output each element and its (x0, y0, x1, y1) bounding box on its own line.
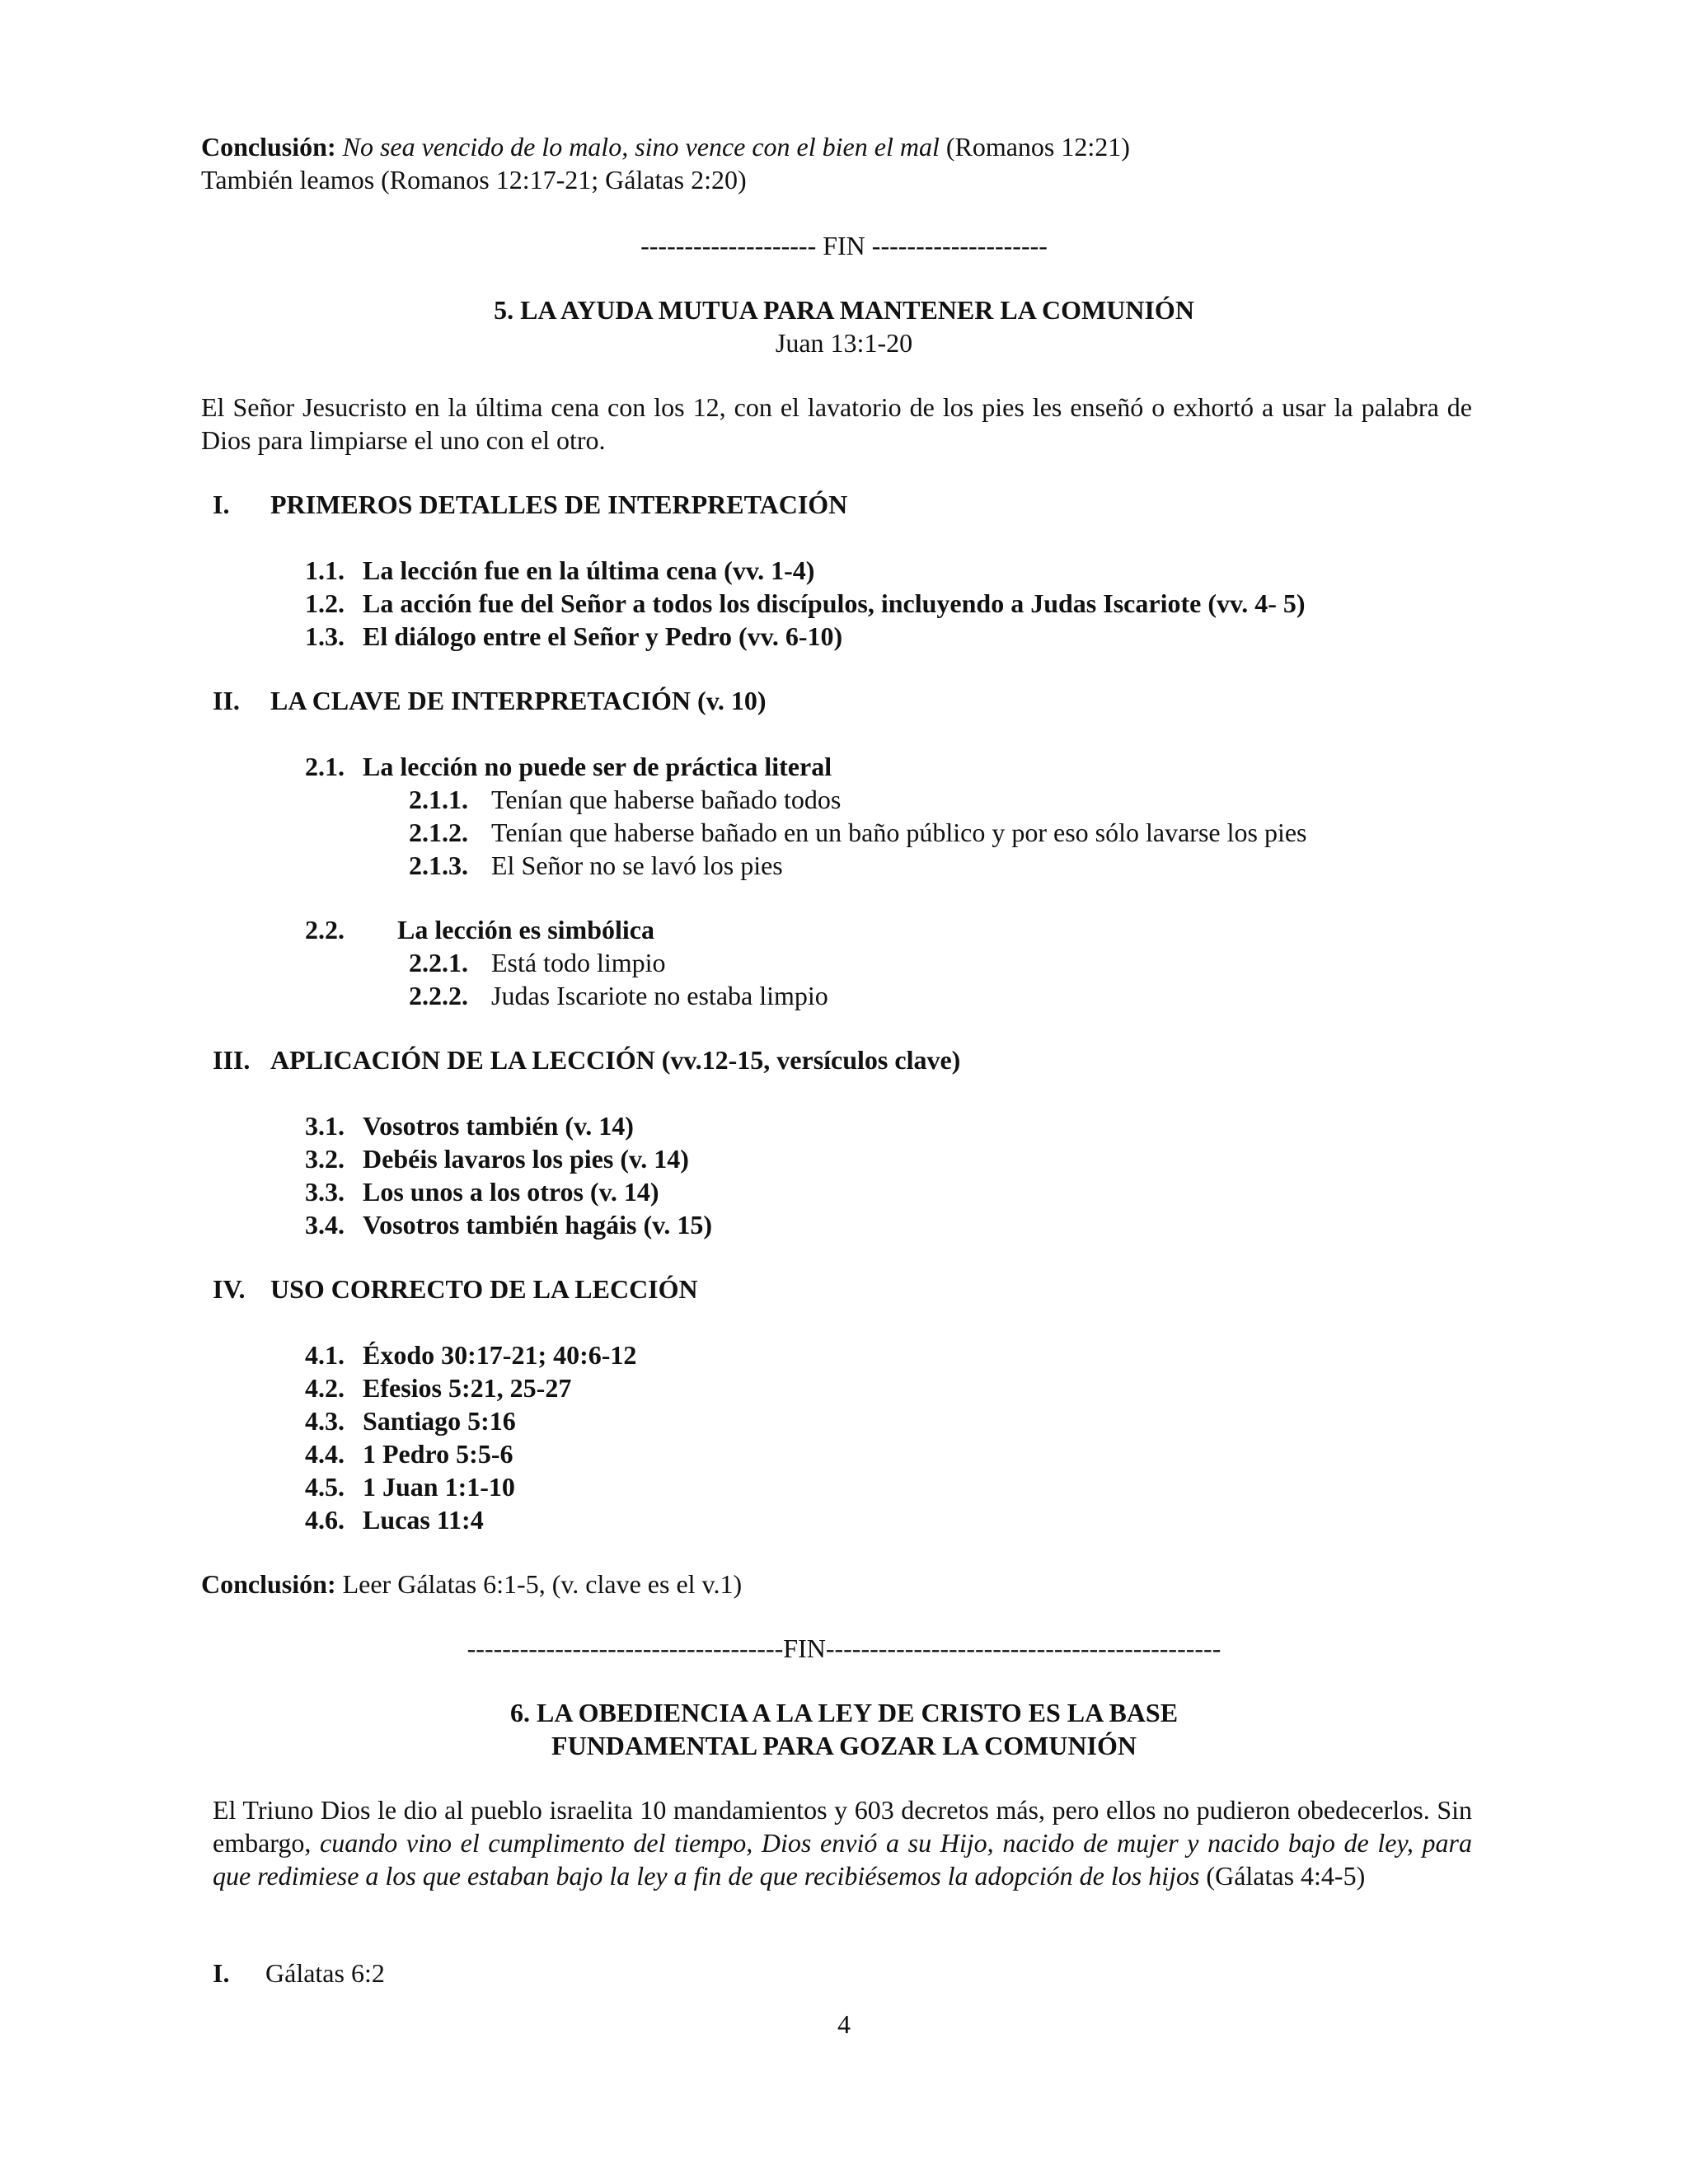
section6-intro-quote: cuando vino el cumplimento del tiempo, Dios envió a su Hijo, nacido de mujer y nacido bajo de ley, para que redimiese a los que estaban bajo la ley a fin de que recibiésemos la adopción de los hijos (213, 1828, 1473, 1891)
list-subitem: 2.1.3. El Señor no se lavó los pies (409, 851, 783, 880)
conclusion2-label: Conclusión: (201, 1569, 336, 1599)
list-item: 1.1. La lección fue en la última cena (vv. 1-4) (305, 555, 815, 585)
conclusion-label: Conclusión: (201, 132, 336, 162)
section6-title-line1: 6. LA OBEDIENCIA A LA LEY DE CRISTO ES LA BASE (509, 1698, 1179, 1727)
section6-title-line2: FUNDAMENTAL PARA GOZAR LA COMUNIÓN (551, 1731, 1137, 1760)
list-item: 3.2. Debéis lavaros los pies (v. 14) (305, 1144, 689, 1174)
list-item: 1.2. La acción fue del Señor a todos los discípulos, incluyendo a Judas Iscariote (vv. 4- 5) (305, 588, 1306, 618)
list-item: 1.3. El diálogo entre el Señor y Pedro (vv. 6-10) (305, 621, 843, 651)
conclusion-line (201, 130, 1130, 163)
conclusion-quote: No sea vencido de lo malo, sino vence con el bien el mal (342, 132, 940, 162)
part-heading-1: I. PRIMEROS DETALLES DE INTERPRETACIÓN (213, 490, 848, 519)
list-item: 2.1. La lección no puede ser de práctica literal (305, 752, 832, 781)
list-subitem: 2.2.1. Está todo limpio (409, 948, 666, 977)
list-item: 3.4. Vosotros también hagáis (v. 15) (305, 1210, 713, 1240)
section5-title: 5. LA AYUDA MUTUA PARA MANTENER LA COMUNIÓN (494, 295, 1194, 325)
section6-intro-ref: (Gálatas 4:4-5) (1199, 1861, 1366, 1891)
list-subitem: 2.1.1. Tenían que haberse bañado todos (409, 785, 842, 814)
list-item: 4.4. 1 Pedro 5:5-6 (305, 1439, 513, 1469)
list-item: 4.6. Lucas 11:4 (305, 1505, 484, 1535)
conclusion2-text: Leer Gálatas 6:1-5, (v. clave es el v.1) (342, 1569, 743, 1599)
section5-intro: El Señor Jesucristo en la última cena con los 12, con el lavatorio de los pies les enseñó o exhortó a usar la palabra de Dios para limpiarse el uno con el otro. (201, 392, 1472, 455)
page-number: 4 (837, 2009, 851, 2039)
conclusion-also: También leamos (Romanos 12:17-21; Gálatas 2:20) (201, 165, 747, 194)
section5-ref: Juan 13:1-20 (775, 328, 913, 358)
fin-divider-2: ------------------------------------FIN--------------------------------------------- (467, 1633, 1221, 1663)
conclusion-ref: (Romanos 12:21) (945, 132, 1130, 162)
list-item: 3.1. Vosotros también (v. 14) (305, 1111, 634, 1141)
list-subitem: 2.2.2. Judas Iscariote no estaba limpio (409, 981, 828, 1010)
fin-divider-1: -------------------- FIN -------------------- (640, 231, 1048, 260)
part-heading-4: IV. USO CORRECTO DE LA LECCIÓN (213, 1274, 698, 1304)
section6-intro: El Triuno Dios le dio al pueblo israelita 10 mandamientos y 603 decretos más, pero ellos no pudieron obedecerlos. Sin embargo, cuando vino el cumplimento del tiempo, Dios envió a su Hijo, nacido de mujer y nacido bajo de ley, para que redimiese a los que estaban bajo la ley a fin de que recibiésemos la adopción de los hijos (Gálatas 4:4-5) (213, 1795, 1473, 1891)
list-item: 2.2. La lección es simbólica (305, 915, 654, 944)
list-item: 4.1. Éxodo 30:17-21; 40:6-12 (305, 1340, 637, 1370)
part-heading-2: II. LA CLAVE DE INTERPRETACIÓN (v. 10) (213, 686, 767, 715)
section6-part1: I. Gálatas 6:2 (213, 1958, 385, 1988)
list-item: 4.5. 1 Juan 1:1-10 (305, 1472, 515, 1502)
list-item: 4.3. Santiago 5:16 (305, 1406, 516, 1436)
list-item: 3.3. Los unos a los otros (v. 14) (305, 1177, 659, 1207)
part-heading-3: III. APLICACIÓN DE LA LECCIÓN (vv.12-15, versículos clave) (213, 1045, 961, 1075)
list-item: 4.2. Efesios 5:21, 25-27 (305, 1373, 572, 1403)
list-subitem: 2.1.2. Tenían que haberse bañado en un baño público y por eso sólo lavarse los pies (409, 818, 1307, 847)
conclusion2-line (201, 1568, 742, 1601)
